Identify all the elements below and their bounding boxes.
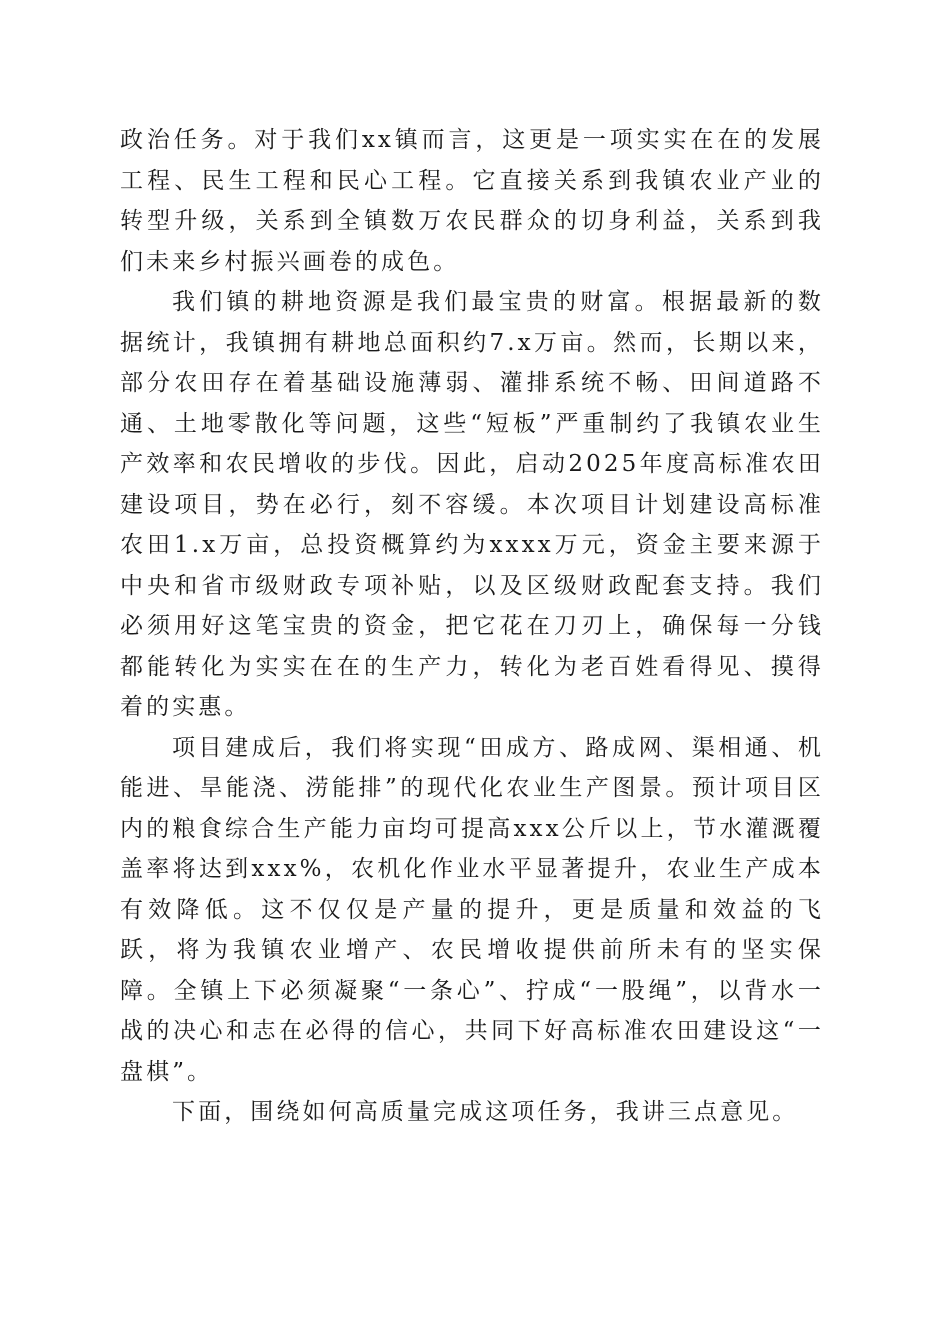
paragraph-continuation: 政治任务。对于我们xx镇而言，这更是一项实实在在的发展工程、民生工程和民心工程。它直接关系到我镇农业产业的转型升级，关系到全镇数万农民群众的切身利益，关系到我们未来乡村振兴画卷的成色。 <box>120 127 824 275</box>
document-body <box>120 120 824 1133</box>
paragraph-project-outcomes: 项目建成后，我们将实现“田成方、路成网、渠相通、机能进、旱能浇、涝能排”的现代化农业生产图景。预计项目区内的粮食综合生产能力亩均可提高xxx公斤以上，节水灌溉覆盖率将达到xxx%，农机化作业水平显著提升，农业生产成本有效降低。这不仅仅是产量的提升，更是质量和效益的飞跃，将为我镇农业增产、农民增收提供前所未有的坚实保障。全镇上下必须凝聚“一条心”、拧成“一股绳”，以背水一战的决心和志在必得的信心，共同下好高标准农田建设这“一盘棋”。 <box>120 734 824 1085</box>
paragraph-farmland-resources: 我们镇的耕地资源是我们最宝贵的财富。根据最新的数据统计，我镇拥有耕地总面积约7.x万亩。然而，长期以来，部分农田存在着基础设施薄弱、灌排系统不畅、田间道路不通、土地零散化等问题，这些“短板”严重制约了我镇农业生产效率和农民增收的步伐。因此，启动2025年度高标准农田建设项目，势在必行，刻不容缓。本次项目计划建设高标准农田1.x万亩，总投资概算约为xxxx万元，资金主要来源于中央和省市级财政专项补贴，以及区级财政配套支持。我们必须用好这笔宝贵的资金，把它花在刀刃上，确保每一分钱都能转化为实实在在的生产力，转化为老百姓看得见、摸得着的实惠。 <box>120 289 824 720</box>
paragraph-transition: 下面，围绕如何高质量完成这项任务，我讲三点意见。 <box>172 1099 799 1125</box>
